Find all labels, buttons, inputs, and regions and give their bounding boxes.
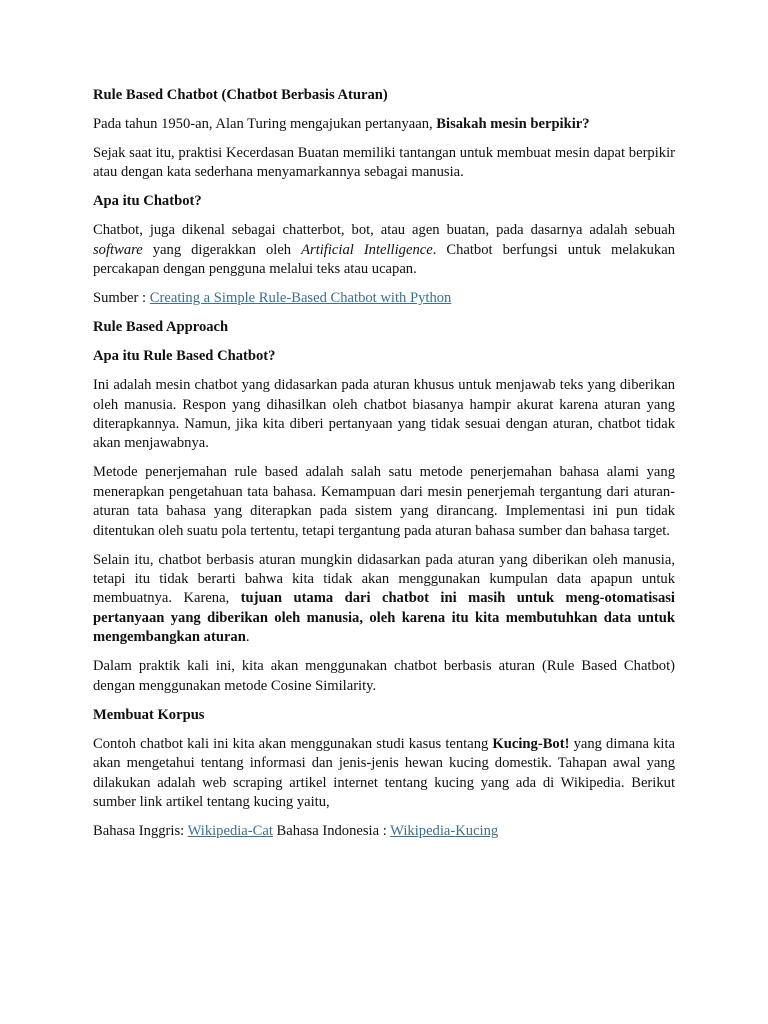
paragraph-turing [93,115,675,134]
italic-term-ai: Artificial Intelligence [301,241,433,258]
heading-membuat-korpus: Membuat Korpus [93,706,205,723]
paragraph-practice: Dalam praktik kali ini, kita akan menggunakan chatbot berbasis aturan (Rule Based Chatbot) dengan menggunakan metode Cosine Similarity. [93,658,675,694]
paragraph-text: Pada tahun 1950-an, Alan Turing mengajukan pertanyaan, [93,116,437,132]
document-title: Rule Based Chatbot (Chatbot Berbasis Aturan) [93,87,388,103]
heading-apa-itu-chatbot: Apa itu Chatbot? [93,193,202,210]
paragraph-translation-method: Metode penerjemahan rule based adalah salah satu metode penerjemahan bahasa alami yang menerapkan pengetahuan tata bahasa. Kemampuan dari mesin penerjemah tergantung dari aturan-aturan tata bahasa yang diterapkan pada sistem yang dirancang. Implementasi ini pun tidak ditentukan oleh suatu pola tertentu, tetapi tergantung pada aturan bahasa sumber dan bahasa target. [93,464,675,539]
document-page [93,86,675,851]
paragraph-kucing-bot [93,735,675,813]
paragraph-dataset [93,551,675,648]
paragraph-text: yang digerakkan oleh [142,241,302,258]
source-label: Sumber : [93,290,150,307]
heading-apa-itu-rule-based-chatbot: Apa itu Rule Based Chatbot? [93,348,276,365]
paragraph-wikipedia-links [93,822,675,841]
source-link[interactable]: Creating a Simple Rule-Based Chatbot with Python [149,290,452,307]
paragraph-text: Selain itu, chatbot berbasis aturan mungkin didasarkan pada aturan yang diberikan oleh manusia, tetapi itu tidak berarti bahwa kita tidak akan menggunakan kumpulan data apapun untuk membuatnya. Karena, [93,551,675,607]
indonesian-label: Bahasa Indonesia : [272,822,391,839]
wikipedia-cat-link[interactable]: Wikipedia-Cat [187,822,273,839]
paragraph-text: Chatbot, juga dikenal sebagai chatterbot, bot, atau agen buatan, pada dasarnya adalah sebuah [93,222,675,239]
paragraph-intro: Sejak saat itu, praktisi Kecerdasan Buatan memiliki tantangan untuk membuat mesin dapat berpikir atau dengan kata sederhana menyamarkannya sebagai manusia. [93,145,675,181]
bold-kucing-bot: Kucing-Bot! [492,735,570,752]
english-label: Bahasa Inggris: [93,822,188,839]
paragraph-text: Contoh chatbot kali ini kita akan menggunakan studi kasus tentang [93,735,493,752]
bold-emphasis: tujuan utama dari chatbot ini masih untuk meng-otomatisasi pertanyaan yang diberikan oleh manusia, oleh karena itu kita membutuhkan data untuk mengembangkan aturan [93,590,675,646]
heading-rule-based-approach: Rule Based Approach [93,319,229,336]
paragraph-text: . [245,629,250,646]
bold-question: Bisakah mesin berpikir? [436,116,590,132]
paragraph-chatbot-definition [93,221,675,279]
wikipedia-kucing-link[interactable]: Wikipedia-Kucing [390,822,499,839]
paragraph-text: yang dimana kita akan mengetahui tentang informasi dan jenis-jenis hewan kucing domestik. Tahapan awal yang dilakukan adalah web scraping artikel internet tentang kucing yang ada di Wikipedia. Berikut sumber link artikel tentang kucing yaitu, [93,735,676,810]
paragraph-rule-based-definition: Ini adalah mesin chatbot yang didasarkan pada aturan khusus untuk menjawab teks yang diberikan oleh manusia. Respon yang dihasilkan oleh chatbot biasanya hampir akurat karena aturan yang diterapkannya. Namun, jika kita diberi pertanyaan yang tidak sesuai dengan aturan, chatbot tidak akan menjawabnya. [93,377,675,452]
paragraph-text: . Chatbot berfungsi untuk melakukan percakapan dengan pengguna melalui teks atau ucapan. [93,241,675,278]
italic-term-software: software [93,241,143,258]
paragraph-source [93,289,675,308]
